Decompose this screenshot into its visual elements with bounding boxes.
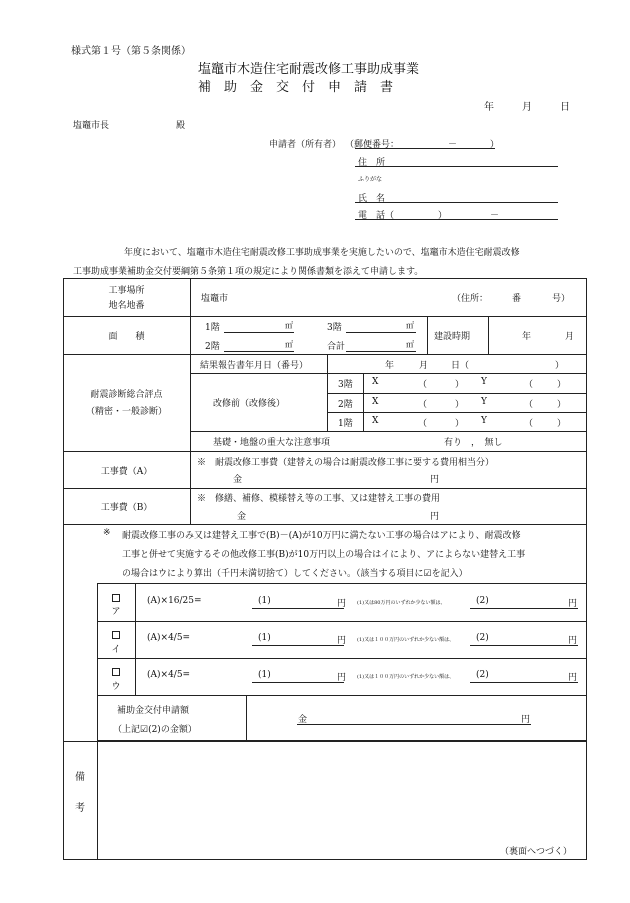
area-floor3-label: 3階 [327,323,342,333]
divider [363,373,364,431]
divider [327,412,587,413]
row-small-note: (1)又は１００万円のいずれか少ない額は、 [357,674,455,680]
row-p1-field[interactable] [252,682,344,683]
cost-a-kin: 金 [233,475,243,485]
row-kana: ウ [111,682,121,692]
row-p2-field[interactable] [470,645,578,646]
form-number: 様式第１号（第５条関係） [71,46,191,57]
area-unit: ㎡ [285,321,293,330]
site-go-label: 号） [552,294,571,304]
paren-open: （ [418,419,428,429]
applicant-label: 申請者（所有者） [269,140,342,150]
score-floor-label: 3階 [338,380,353,390]
score-x-label: X [372,397,379,407]
divider [97,621,587,622]
checkbox-i[interactable] [97,624,135,643]
name-field[interactable] [355,202,558,203]
phone-field[interactable] [355,219,558,220]
phone-dash: － [490,211,500,221]
score-floor-label: 1階 [338,419,353,429]
paren-open: （ [524,400,534,410]
foundation-label: 基礎・地盤の重大な注意事項 [213,438,331,448]
remarks-field[interactable] [99,745,585,840]
score-y-label: Y [481,416,487,426]
remarks-label-1: 備 [75,772,85,783]
phone-label: 電 話（ [358,211,395,221]
report-day: 日（ [451,361,470,371]
area-floor3-field[interactable] [346,332,416,333]
area-unit: ㎡ [406,321,414,330]
divider [190,373,587,374]
paren-close: ） [455,400,465,410]
row-yen: 円 [337,636,347,646]
area-floor1-field[interactable] [224,332,294,333]
divider [63,524,587,525]
row-formula: (A)×16/25= [147,596,202,606]
built-year-label: 年 [522,332,532,342]
paren-open: （ [418,380,428,390]
continue-note: （裏面へつづく） [500,847,573,857]
before-label: 改修前（改修後） [213,399,286,409]
report-month: 月 [419,361,429,371]
cost-a-field[interactable] [245,483,425,484]
phone-close: ） [438,211,448,221]
site-city: 塩竈市 [201,294,229,304]
address-label: 住 所 [358,158,386,168]
row-yen: 円 [337,673,347,683]
divider [97,741,98,860]
paren-close: ） [455,419,465,429]
intro-line-2: 工事助成事業補助金交付要綱第５条第１項の規定により関係書類を添えて申請します。 [73,267,424,277]
row-kana: イ [111,645,121,655]
paren-close: ） [455,380,465,390]
divider [327,393,587,394]
row-small-note: (1)又は１００万円のいずれか少ない額は、 [357,637,455,643]
score-floor-label: 2階 [338,400,353,410]
row-p2-field[interactable] [470,682,578,683]
name-label: 氏 名 [358,194,386,204]
report-label: 結果報告書年月日（番号） [200,361,309,371]
site-address-label: （住所： [452,294,489,304]
remarks-label-2: 考 [75,803,85,814]
divider [427,316,428,354]
row-small-note: (1)又は80万円のいずれか少ない額は、 [357,600,446,606]
divider [97,658,587,659]
paren-open: （ [524,419,534,429]
paren-close: ） [557,400,567,410]
row-p2: (2) [476,670,489,680]
row-p1: (1) [258,633,271,643]
row-p2-field[interactable] [470,608,578,609]
divider [190,431,587,432]
date-day-label: 日 [560,102,570,113]
site-label-2: 地名地番 [108,301,145,311]
grant-label-1: 補助金交付申請額 [117,706,190,716]
site-ban-label: 番 [512,294,522,304]
divider [135,583,136,695]
cost-b-kin: 金 [237,512,247,522]
postal-field[interactable] [355,148,495,149]
postal-close: ） [490,140,500,150]
date-month-label: 月 [522,102,532,113]
calc-note-line-1: 耐震改修工事のみ又は建替え工事で(B)－(A)が10万円に満たない工事の場合はアにより、耐震改修 [122,531,521,541]
divider [63,354,587,355]
row-yen2: 円 [568,599,578,609]
grant-yen: 円 [521,715,531,725]
cost-b-field[interactable] [250,520,425,521]
divider [63,741,587,742]
row-formula: (A)×4/5= [147,633,191,643]
row-p2: (2) [476,633,489,643]
score-x-label: X [372,377,379,387]
addressee-suffix: 殿 [176,121,186,131]
cost-a-note: ※ 耐震改修工事費（建替えの場合は耐震改修工事に要する費用相当分） [197,458,495,468]
paren-open: （ [524,380,534,390]
foundation-value[interactable]: 有り ， 無し [444,438,503,448]
row-p1-field[interactable] [252,645,344,646]
intro-line-1: 年度において、塩竈市木造住宅耐震改修工事助成事業を実施したいので、塩竈市木造住宅耐震改修 [124,248,520,258]
form-subtitle: 補 助 金 交 付 申 請 書 [198,80,394,95]
report-year: 年 [385,361,395,371]
address-field[interactable] [355,166,558,167]
score-y-label: Y [481,377,487,387]
divider [488,316,489,354]
area-unit: ㎡ [285,340,293,349]
calc-note-mark: ※ [103,528,111,538]
seismic-label-1: 耐震診断総合評点 [90,390,163,400]
row-p1-field[interactable] [252,608,344,609]
area-label: 面 積 [108,332,145,342]
score-y-label: Y [481,397,487,407]
calc-note-line-2: 工事と併せて実施するその他改修工事(B)が10万円以上の場合はイにより、アによらない建替え工事 [122,550,526,560]
divider [190,278,191,524]
checkbox-u[interactable] [97,661,135,680]
cost-b-label: 工事費（B） [100,503,153,513]
paren-close: ） [557,380,567,390]
row-kana: ア [111,607,121,617]
grant-field[interactable] [297,724,531,725]
score-x-label: X [372,416,379,426]
paren-open: （ [418,400,428,410]
built-label: 建設時期 [434,332,471,342]
report-close: ） [555,361,565,371]
seismic-label-2: （精密・一般診断） [85,407,167,417]
calc-note-line-3: の場合はウにより算出（千円未満切捨て）してください。（該当する項目に☑を記入） [122,569,468,579]
divider [63,488,587,489]
grant-label-2: （上記☑(2)の金額） [113,725,197,735]
row-p1: (1) [258,670,271,680]
cost-a-yen: 円 [430,475,440,485]
cost-b-note: ※ 修繕、補修、模様替え等の工事、又は建替え工事の費用 [197,494,441,504]
area-unit: ㎡ [406,340,414,349]
furigana-label: ふりがな [358,176,383,183]
area-floor1-label: 1階 [205,323,220,333]
row-yen2: 円 [568,636,578,646]
grant-kin: 金 [298,715,308,725]
row-p1: (1) [258,596,271,606]
divider [97,583,587,584]
area-total-field[interactable] [346,351,416,352]
row-yen: 円 [337,599,347,609]
area-total-label: 合計 [327,342,346,352]
row-p2: (2) [476,596,489,606]
row-yen2: 円 [568,673,578,683]
row-formula: (A)×4/5= [147,670,191,680]
area-floor2-field[interactable] [224,351,294,352]
postal-label: （郵便番号： [345,140,400,150]
date-year-label: 年 [484,102,494,113]
divider [63,316,587,317]
form-title: 塩竈市木造住宅耐震改修工事助成事業 [198,62,420,77]
site-label-1: 工事場所 [108,286,145,296]
paren-close: ） [557,419,567,429]
postal-dash: － [448,140,458,150]
cost-b-yen: 円 [430,512,440,522]
cost-a-label: 工事費（A） [100,467,153,477]
divider [63,451,587,452]
area-floor2-label: 2階 [205,342,220,352]
divider [327,354,328,431]
built-month-label: 月 [565,332,575,342]
addressee: 塩竈市長 [73,121,110,131]
